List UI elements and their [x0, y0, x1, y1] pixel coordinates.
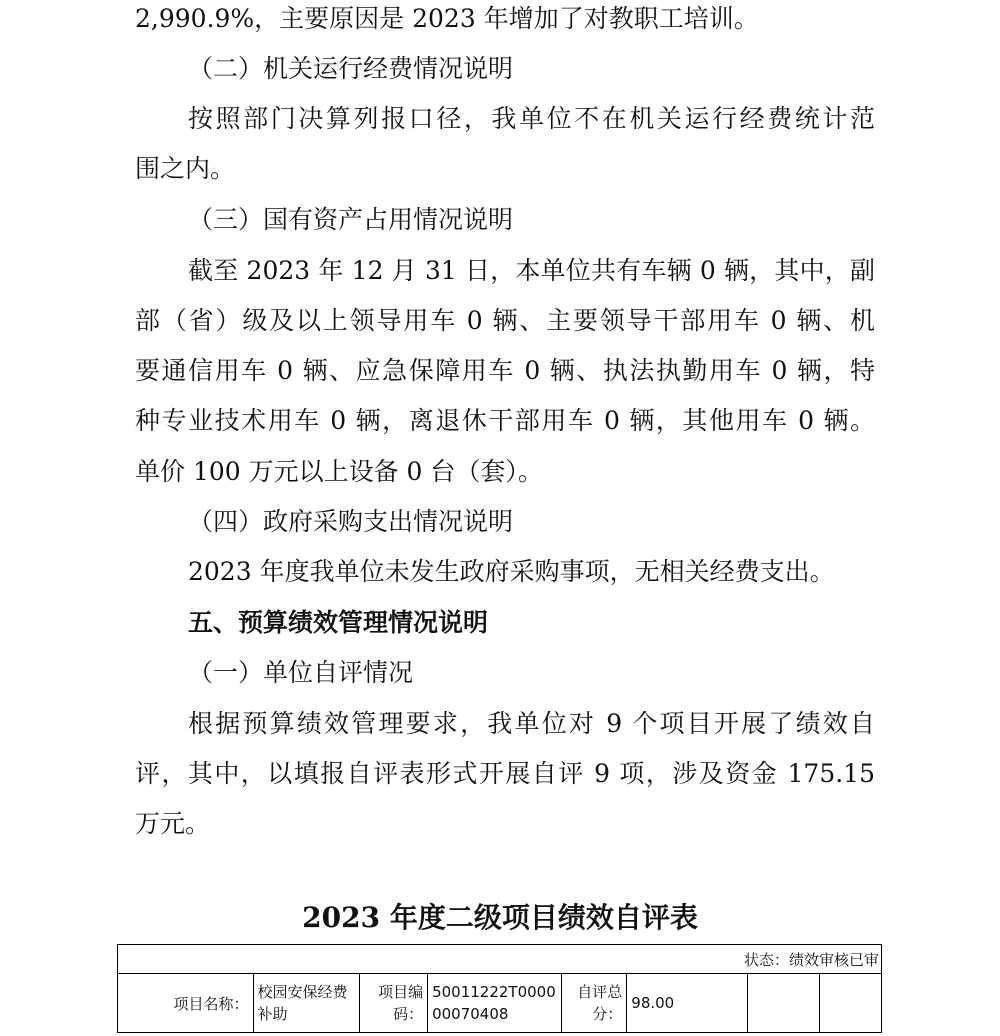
table-title: 2023 年度二级项目绩效自评表 — [302, 901, 698, 934]
section-heading: （一）单位自评情况 — [188, 658, 414, 687]
paragraph-line: 评，其中，以填报自评表形式开展自评 9 项，涉及资金 175.15 — [135, 759, 875, 788]
paragraph-line: 截至 2023 年 12 月 31 日，本单位共有车辆 0 辆，其中，副 — [188, 256, 875, 285]
paragraph-line: 单价 100 万元以上设备 0 台（套）。 — [135, 457, 543, 486]
paragraph-line: 种专业技术用车 0 辆，离退休干部用车 0 辆，其他用车 0 辆。 — [135, 406, 875, 435]
project-name-label: 项目名称： — [118, 974, 254, 1033]
paragraph-line: 根据预算绩效管理要求，我单位对 9 个项目开展了绩效自 — [188, 709, 875, 738]
paragraph-line: 部（省）级及以上领导用车 0 辆、主要领导干部用车 0 辆、机 — [135, 306, 875, 335]
score-value: 98.00 — [627, 974, 748, 1033]
project-code-label: 项目编码： — [360, 974, 428, 1033]
status-cell: 状态：绩效审核已审 — [118, 945, 882, 974]
empty-cell — [748, 974, 820, 1033]
paragraph-line: 2,990.9%，主要原因是 2023 年增加了对教职工培训。 — [135, 4, 759, 33]
section-heading: （三）国有资产占用情况说明 — [188, 205, 514, 234]
project-code-value: 50011222T000000070408 — [428, 974, 561, 1033]
paragraph-line: 万元。 — [135, 809, 211, 838]
paragraph-line: 按照部门决算列报口径，我单位不在机关运行经费统计范 — [188, 104, 875, 133]
paragraph-line: 围之内。 — [135, 154, 236, 183]
project-name-value: 校园安保经费补助 — [253, 974, 360, 1033]
section-heading: （四）政府采购支出情况说明 — [188, 507, 514, 536]
paragraph-line: 2023 年度我单位未发生政府采购事项，无相关经费支出。 — [188, 557, 835, 586]
section-heading: （二）机关运行经费情况说明 — [188, 54, 514, 83]
paragraph-line: 要通信用车 0 辆、应急保障用车 0 辆、执法执勤用车 0 辆，特 — [135, 356, 875, 385]
empty-cell — [820, 974, 882, 1033]
score-label: 自评总分： — [561, 974, 627, 1033]
chapter-heading: 五、预算绩效管理情况说明 — [188, 608, 489, 637]
performance-table — [117, 944, 882, 1033]
